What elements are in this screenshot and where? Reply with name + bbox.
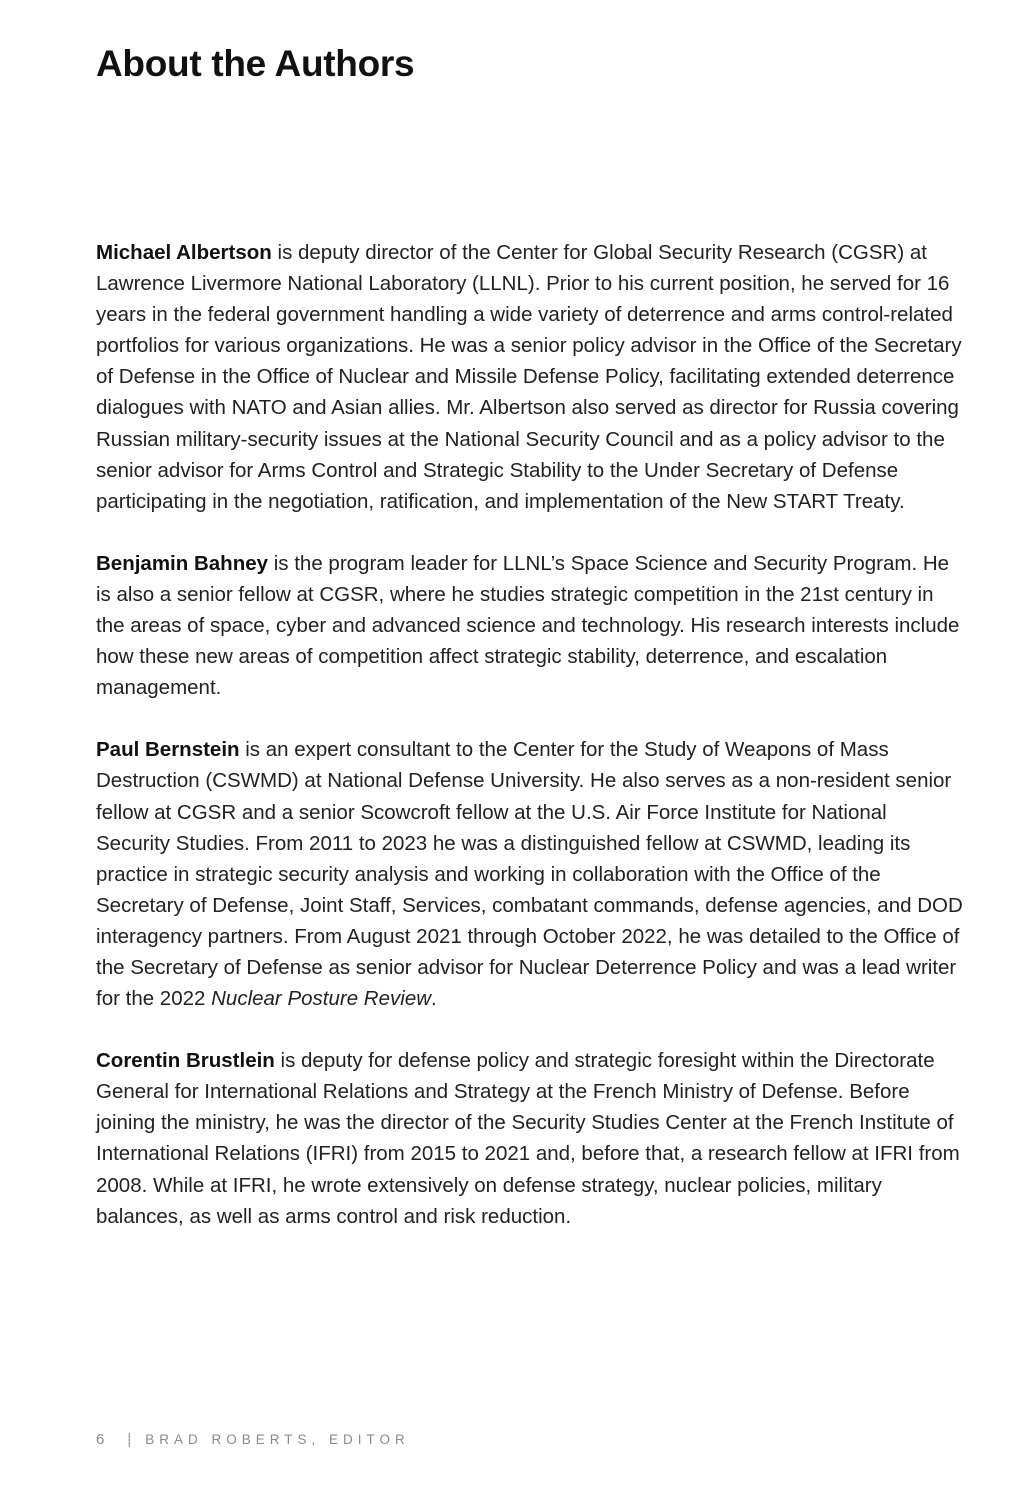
- author-bios: [96, 237, 966, 1263]
- author-name: Corentin Brustlein: [96, 1049, 275, 1073]
- author-name: Benjamin Bahney: [96, 551, 269, 575]
- bio-paragraph-bernstein: [96, 734, 966, 1014]
- bio-paragraph-bahney: [96, 548, 966, 703]
- page-footer: [96, 1428, 410, 1452]
- page-number: 6: [96, 1431, 106, 1448]
- bio-text: is an expert consultant to the Center for the Study of Weapons of Mass Destruction (CSWMD) at National Defense University. He also serves as a non-resident senior fellow at CGSR and a senior Scowcroft fellow at the U.S. Air Force Institute for National Security Studies. From 2011 to 2023 he was a distinguished fellow at CSWMD, leading its practice in strategic security analysis and working in collaboration with the Office of the Secretary of Defense, Joint Staff, Services, combatant commands, defense agencies, and DOD interagency partners. From August 2021 through October 2022, he was detailed to the Office of the Secretary of Defense as senior advisor for Nuclear Deterrence Policy and was a lead writer for the 2022: [96, 738, 963, 1011]
- running-head: BRAD ROBERTS, EDITOR: [145, 1432, 410, 1447]
- author-name: Michael Albertson: [96, 241, 272, 264]
- bio-text-tail: .: [431, 987, 437, 1011]
- bio-paragraph-albertson: [96, 237, 966, 517]
- publication-title: Nuclear Posture Review: [211, 987, 432, 1011]
- footer-separator: |: [127, 1431, 132, 1448]
- bio-text: is deputy for defense policy and strategic foresight within the Directorate General for International Relations and Strategy at the French Ministry of Defense. Before joining the ministry, he was the director of the Security Studies Center at the French Institute of International Relations (IFRI) from 2015 to 2021 and, before that, a research fellow at IFRI from 2008. While at IFRI, he wrote extensively on defense strategy, nuclear policies, military balances, as well as arms control and risk reduction.: [96, 1049, 960, 1228]
- bio-text: is the program leader for LLNL’s Space Science and Security Program. He is also a senior fellow at CGSR, where he studies strategic competition in the 21st century in the areas of space, cyber and advanced science and technology. His research interests include how these new areas of competition affect strategic stability, deterrence, and escalation management.: [96, 551, 960, 700]
- bio-text: is deputy director of the Center for Global Security Research (CGSR) at Lawrence Livermore National Laboratory (LLNL). Prior to his current position, he served for 16 years in the federal government handling a wide variety of deterrence and arms control-related portfolios for various organizations. He was a senior policy advisor in the Office of the Secretary of Defense in the Office of Nuclear and Missile Defense Policy, facilitating extended deterrence dialogues with NATO and Asian allies. Mr. Albertson also served as director for Russia covering Russian military-security issues at the National Security Council and as a policy advisor to the senior advisor for Arms Control and Strategic Stability to the Under Secretary of Defense participating in the negotiation, ratification, and implementation of the New START Treaty.: [96, 241, 962, 513]
- bio-paragraph-brustlein: [96, 1045, 966, 1232]
- page-title: About the Authors: [96, 43, 415, 84]
- author-name: Paul Bernstein: [96, 738, 240, 762]
